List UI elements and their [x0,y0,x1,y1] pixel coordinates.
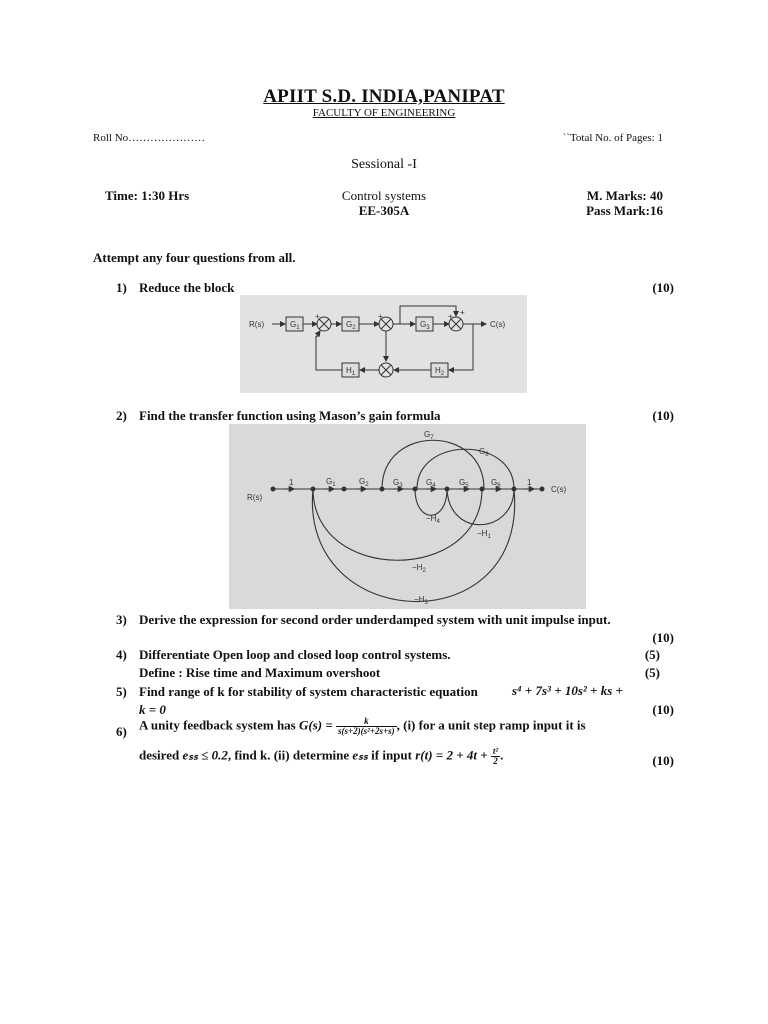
transfer-function: G(s) = [299,717,333,733]
question-text: A unity feedback system has G(s) = $\frac{k}{\text{s(s+2)(s²+2s+s)}}$ , (i) for a unit step ramp input it is [139,716,586,736]
svg-text:+: + [448,312,453,321]
question-number: 5) [116,684,127,699]
question-subtext: Define : Rise time and Maximum overshoot [139,665,381,680]
branch-h1 [447,489,514,525]
signal-flow-graph [229,424,586,609]
svg-text:−H3: $-H_3$ [414,595,428,606]
svg-text:G8: $G_8$ [479,447,489,458]
institute-title: APIIT S.D. INDIA,PANIPAT [263,86,505,107]
question-text-cont: desired eₛₛ ≤ 0.2, find k. (ii) determine eₛₛ if input r(t) = 2 + 4t + $\frac{\text{t²}}{2}$ . [139,746,504,766]
svg-text:G1: $G_1$ [290,320,300,331]
max-marks: M. Marks: 40 [586,188,663,203]
svg-text:+: + [378,312,383,321]
question-marks: (10) [652,280,674,295]
pass-mark: Pass Mark:16 [586,203,663,218]
total-pages: ``Total No. of Pages: 1 [562,132,663,144]
instructions: Attempt any four questions from all. [93,250,296,265]
question-number: 1) [116,280,127,295]
svg-text:−: − [315,332,320,341]
question-number: 6) [116,724,127,739]
svg-text:G5: $G_5$ [459,478,469,489]
question-text: Find the transfer function using Mason’s gain formula [139,408,441,423]
question-marks: (10) [652,630,674,645]
question-marks: (10) [652,753,674,768]
svg-text:G4: $G_4$ [426,478,436,489]
svg-text:1: 1 [289,478,294,487]
svg-text:H1: $H_1$ [346,366,356,377]
question-marks: (10) [652,408,674,423]
subject-label: Control systems [341,188,427,203]
svg-text:R(s): R(s) [247,493,263,502]
question-marks: (10) [652,702,674,717]
sessional-label: Sessional -I [351,157,417,172]
question-text: Reduce the block [139,280,235,295]
svg-text:−H1: $-H_1$ [477,529,491,540]
svg-text:+: + [315,312,320,321]
characteristic-equation: s⁴ + 7s³ + 10s² + ks + [512,683,623,698]
svg-text:G2: $G_2$ [359,477,369,488]
faculty-label: FACULTY OF ENGINEERING [312,107,456,119]
svg-text:G6: $G_6$ [491,478,501,489]
course-code: EE-305A [358,203,410,218]
svg-text:R(s): R(s) [249,320,265,329]
svg-text:−H4: $-H_4$ [426,514,440,525]
svg-text:−H2: $-H_2$ [412,563,426,574]
branch-h4 [415,489,447,515]
question-number: 2) [116,408,127,423]
svg-text:H2: $H_2$ [435,366,445,377]
svg-text:C(s): C(s) [551,485,567,494]
block-diagram [240,295,527,393]
time-label: Time: 1:30 Hrs [105,188,190,203]
question-text: Differentiate Open loop and closed loop control systems. [139,647,451,662]
roll-no: Roll No………………… [93,132,206,144]
svg-text:G1: $G_1$ [326,477,336,488]
question-number: 4) [116,647,127,662]
svg-text:G7: $G_7$ [424,430,434,441]
svg-text:G3: $G_3$ [420,320,430,331]
transfer-fraction: $\frac{k}{\text{s(s+2)(s²+2s+s)}}$ [338,716,395,736]
characteristic-equation-cont: k = 0 [139,702,166,717]
question-marks: (5) [644,647,660,662]
svg-text:G2: $G_2$ [346,320,356,331]
svg-text:C(s): C(s) [490,320,506,329]
svg-text:+: + [460,308,465,317]
question-text: Find range of k for stability of system characteristic equation [139,684,478,699]
question-number: 3) [116,612,127,627]
input-fraction: $\frac{\text{t²}}{2}$ [492,746,499,766]
svg-text:G3: $G_3$ [393,478,403,489]
question-marks: (5) [644,665,660,680]
svg-text:1: 1 [527,478,532,487]
branch-h2 [313,489,482,560]
question-text: Derive the expression for second order underdamped system with unit impulse input. [139,612,611,627]
